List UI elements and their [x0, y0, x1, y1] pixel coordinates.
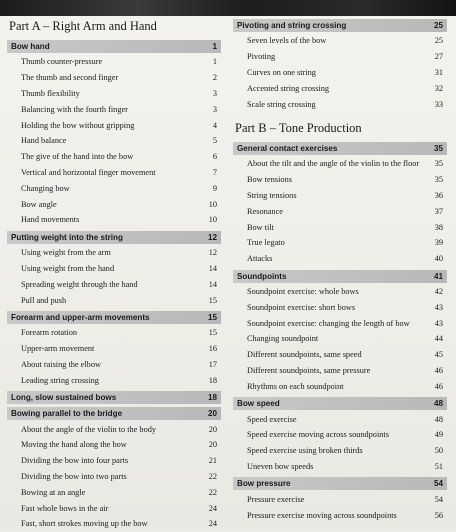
entry-label: Using weight from the arm [21, 248, 111, 258]
section-page-number: 48 [433, 399, 443, 409]
section-title: Soundpoints [237, 271, 287, 281]
entry-label: Changing bow [21, 183, 70, 193]
section-title: Bow pressure [237, 479, 291, 489]
toc-entry[interactable] [233, 378, 447, 394]
toc-entry[interactable] [233, 80, 447, 96]
entry-label: Curves on one string [247, 67, 316, 77]
section-page-number: 35 [433, 143, 443, 153]
entry-label: Soundpoint exercise: changing the length of bow [247, 318, 410, 328]
toc-entry[interactable] [7, 292, 221, 308]
entry-page-number: 45 [434, 350, 443, 360]
section-page-number: 25 [433, 21, 443, 30]
entry-label: Different soundpoints, same pressure [247, 365, 371, 375]
toc-entry[interactable] [7, 516, 221, 532]
entry-label: Holding the bow without gripping [21, 120, 135, 130]
entry-page-number: 20 [208, 424, 217, 434]
section-heading[interactable] [233, 477, 447, 490]
entry-label: Different soundpoints, same speed [247, 350, 362, 360]
entry-page-number: 15 [208, 328, 217, 338]
entry-page-number: 14 [208, 263, 217, 273]
entry-page-number: 10 [208, 199, 217, 209]
section-page-number: 12 [207, 232, 217, 242]
toc-entry[interactable] [233, 331, 447, 347]
entry-page-number: 14 [208, 279, 217, 289]
entry-page-number: 36 [434, 190, 443, 200]
toc-entry[interactable] [233, 491, 447, 507]
entry-page-number: 3 [212, 88, 217, 98]
entry-page-number: 25 [434, 36, 443, 46]
entry-page-number: 3 [212, 104, 217, 114]
toc-entry[interactable] [7, 165, 221, 181]
entry-page-number: 46 [434, 381, 443, 391]
entry-label: Bow tensions [247, 175, 292, 185]
entry-page-number: 46 [434, 365, 443, 375]
toc-entry[interactable] [7, 276, 221, 292]
entry-label: Spreading weight through the hand [21, 279, 138, 289]
toc-entry[interactable] [7, 421, 221, 437]
section-page-number: 20 [207, 409, 217, 419]
right-pre-sections [233, 19, 447, 112]
entry-label: Balancing with the fourth finger [21, 104, 128, 114]
entry-page-number: 40 [434, 254, 443, 264]
entry-page-number: 15 [208, 295, 217, 305]
toc-entry[interactable] [7, 469, 221, 485]
entry-label: Speed exercise moving across soundpoints [247, 430, 389, 440]
toc-entry[interactable] [7, 357, 221, 373]
section-heading[interactable] [233, 142, 447, 155]
section-page-number: 41 [433, 271, 443, 281]
toc-entry[interactable] [233, 96, 447, 112]
section-title: Putting weight into the string [11, 232, 123, 242]
entry-label: About the angle of the violin to the body [21, 424, 157, 434]
toc-entry[interactable] [7, 196, 221, 212]
section-heading[interactable] [7, 231, 221, 244]
entry-label: Bow angle [21, 199, 57, 209]
toc-entry[interactable] [7, 117, 221, 133]
toc-entry[interactable] [7, 133, 221, 149]
entry-label: Moving the hand along the bow [21, 440, 127, 450]
section-title: General contact exercises [237, 143, 338, 153]
entry-label: Changing soundpoint [247, 334, 319, 344]
entry-label: Scale string crossing [247, 99, 316, 109]
toc-entry[interactable] [233, 49, 447, 65]
entry-page-number: 20 [208, 440, 217, 450]
toc-entry[interactable] [7, 500, 221, 516]
entry-page-number: 16 [208, 344, 217, 354]
toc-entry[interactable] [233, 507, 447, 523]
toc-entry[interactable] [7, 341, 221, 357]
toc-entry[interactable] [7, 212, 221, 228]
entry-label: Bow tilt [247, 222, 274, 232]
toc-entry[interactable] [7, 261, 221, 277]
entry-label: Dividing the bow into four parts [21, 456, 129, 466]
entry-label: Leading string crossing [21, 375, 99, 385]
entry-label: Upper-arm movement [21, 344, 95, 354]
toc-entry[interactable] [233, 299, 447, 315]
entry-label: True legato [247, 238, 285, 248]
entry-page-number: 1 [212, 57, 217, 67]
entry-page-number: 12 [208, 248, 217, 258]
entry-label: Thumb counter-pressure [21, 57, 103, 67]
entry-page-number: 38 [434, 222, 443, 232]
part-title: Part B – Tone Production [235, 120, 362, 135]
entry-label: Pivoting [247, 52, 276, 62]
entry-page-number: 44 [434, 334, 443, 344]
entry-page-number: 2 [212, 73, 217, 83]
toc-entry[interactable] [233, 459, 447, 475]
toc-entry[interactable] [233, 65, 447, 81]
section-title: Forearm and upper-arm movements [11, 312, 150, 322]
toc-entry[interactable] [7, 101, 221, 117]
toc-entry[interactable] [233, 443, 447, 459]
toc-entry[interactable] [7, 453, 221, 469]
entry-page-number: 27 [434, 52, 443, 62]
entry-page-number: 54 [434, 494, 443, 504]
toc-entry[interactable] [7, 149, 221, 165]
entry-page-number: 49 [434, 430, 443, 440]
section-heading[interactable] [7, 407, 221, 420]
entry-label: Uneven bow speeds [247, 461, 314, 471]
toc-entry[interactable] [7, 437, 221, 453]
entry-label: Hand balance [21, 136, 67, 146]
entry-label: About the tilt and the angle of the violin to the floor [247, 159, 420, 169]
entry-label: Bowing at an angle [21, 487, 86, 497]
entry-label: The thumb and second finger [21, 73, 119, 83]
section-page-number: 54 [433, 479, 443, 489]
section-page-number: 1 [212, 42, 217, 51]
toc-entry[interactable] [233, 363, 447, 379]
entry-page-number: 48 [434, 414, 443, 424]
entry-page-number: 6 [212, 152, 217, 162]
entry-label: Pressure exercise moving across soundpoints [247, 510, 397, 520]
entry-page-number: 39 [434, 238, 443, 248]
section-title: Bow hand [11, 42, 50, 51]
entry-label: Resonance [247, 206, 283, 216]
toc-entry[interactable] [233, 411, 447, 427]
entry-page-number: 42 [434, 286, 443, 296]
right-column [233, 16, 447, 523]
toc-entry[interactable] [7, 245, 221, 261]
entry-page-number: 31 [434, 67, 443, 77]
entry-label: Fast whole bows in the air [21, 503, 109, 513]
entry-page-number: 35 [434, 159, 443, 169]
entry-page-number: 56 [434, 510, 443, 520]
entry-page-number: 17 [208, 359, 217, 369]
entry-page-number: 10 [208, 215, 217, 225]
entry-label: Dividing the bow into two parts [21, 471, 127, 481]
entry-label: Seven levels of the bow [247, 36, 327, 46]
entry-page-number: 9 [212, 183, 217, 193]
entry-label: Hand movements [21, 215, 80, 225]
entry-label: Pull and push [21, 295, 67, 305]
entry-page-number: 37 [434, 206, 443, 216]
section-heading[interactable] [7, 40, 221, 53]
toc-entry[interactable] [233, 219, 447, 235]
entry-page-number: 32 [434, 83, 443, 93]
toc-entry[interactable] [233, 284, 447, 300]
entry-page-number: 24 [208, 503, 217, 513]
entry-page-number: 22 [208, 487, 217, 497]
section-page-number: 18 [207, 393, 217, 403]
entry-label: Using weight from the hand [21, 263, 115, 273]
toc-entry[interactable] [7, 325, 221, 341]
entry-label: The give of the hand into the bow [21, 152, 134, 162]
entry-label: Accented string crossing [247, 83, 330, 93]
left-sections [7, 40, 221, 532]
section-heading[interactable] [233, 19, 447, 32]
toc-entry[interactable] [233, 251, 447, 267]
entry-label: Rhythms on each soundpoint [247, 381, 344, 391]
entry-page-number: 4 [212, 120, 217, 130]
toc-entry[interactable] [233, 427, 447, 443]
toc-entry[interactable] [233, 203, 447, 219]
entry-page-number: 51 [434, 461, 443, 471]
toc-entry[interactable] [7, 180, 221, 196]
part-title: Part A – Right Arm and Hand [9, 19, 157, 33]
toc-entry[interactable] [233, 33, 447, 49]
section-heading[interactable] [7, 391, 221, 404]
toc-entry[interactable] [233, 315, 447, 331]
section-title: Bow speed [237, 399, 280, 409]
entry-page-number: 35 [434, 175, 443, 185]
entry-page-number: 50 [434, 446, 443, 456]
entry-label: Attacks [247, 254, 273, 264]
toc-entry[interactable] [233, 235, 447, 251]
toc-page [0, 16, 456, 529]
entry-page-number: 18 [208, 375, 217, 385]
entry-label: Speed exercise using broken thirds [247, 446, 363, 456]
right-sections [233, 142, 447, 523]
entry-label: Soundpoint exercise: whole bows [247, 286, 359, 296]
section-title: Bowing parallel to the bridge [11, 409, 123, 419]
entry-page-number: 43 [434, 302, 443, 312]
entry-label: Forearm rotation [21, 328, 77, 338]
entry-label: Vertical and horizontal finger movement [21, 167, 156, 177]
section-page-number: 15 [207, 312, 217, 322]
toc-entry[interactable] [7, 372, 221, 388]
toc-entry[interactable] [7, 86, 221, 102]
entry-label: Fast, short strokes moving up the bow [21, 519, 148, 529]
toc-entry[interactable] [7, 70, 221, 86]
entry-page-number: 22 [208, 471, 217, 481]
entry-page-number: 7 [212, 167, 217, 177]
toc-entry[interactable] [233, 347, 447, 363]
toc-entry[interactable] [233, 156, 447, 172]
toc-entry[interactable] [233, 188, 447, 204]
entry-label: About raising the elbow [21, 359, 101, 369]
section-heading[interactable] [233, 397, 447, 410]
left-column [7, 16, 221, 532]
entry-label: String tensions [247, 190, 297, 200]
toc-entry[interactable] [7, 54, 221, 70]
entry-label: Speed exercise [247, 414, 297, 424]
section-heading[interactable] [233, 270, 447, 283]
entry-label: Soundpoint exercise: short bows [247, 302, 356, 312]
section-title: Pivoting and string crossing [237, 21, 347, 30]
entry-page-number: 43 [434, 318, 443, 328]
entry-page-number: 33 [434, 99, 443, 109]
section-heading[interactable] [7, 311, 221, 324]
toc-entry[interactable] [233, 172, 447, 188]
entry-label: Pressure exercise [247, 494, 305, 504]
toc-entry[interactable] [7, 484, 221, 500]
entry-page-number: 5 [212, 136, 217, 146]
entry-page-number: 24 [208, 519, 217, 529]
entry-label: Thumb flexibility [21, 88, 80, 98]
section-title: Long, slow sustained bows [11, 393, 117, 403]
entry-page-number: 21 [208, 456, 217, 466]
